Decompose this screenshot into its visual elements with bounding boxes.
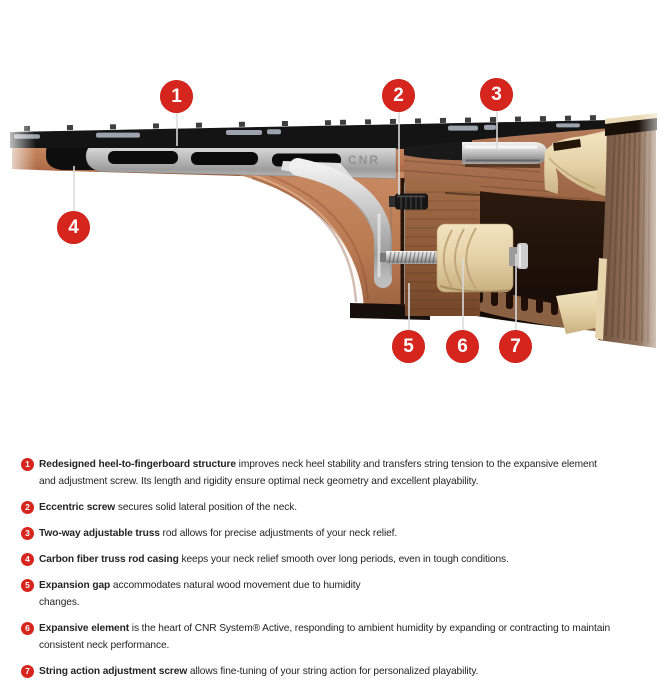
callout-number: 2 <box>393 84 404 106</box>
legend-bullet-6: 6 <box>21 622 34 635</box>
legend-text-4: Carbon fiber truss rod casing keeps your neck relief smooth over long periods, even in tough conditions. <box>39 554 509 565</box>
legend-bullet-1: 1 <box>21 458 34 471</box>
cnr-engraving: CNR <box>348 153 380 167</box>
callout-number: 7 <box>510 335 521 357</box>
legend-item-3 <box>21 525 661 542</box>
legend-bullet-7: 7 <box>21 665 34 678</box>
callout-marker-7 <box>499 330 532 363</box>
callout-number: 5 <box>403 335 414 357</box>
legend-item-5 <box>21 577 661 611</box>
legend-bullet-5: 5 <box>21 579 34 592</box>
legend <box>21 456 661 689</box>
callout-number: 3 <box>491 83 502 105</box>
callout-marker-1 <box>160 80 193 113</box>
legend-text-5: Expansion gap accommodates natural wood movement due to humidity changes. <box>39 580 361 608</box>
right-fade <box>638 100 672 360</box>
callout-number: 6 <box>457 335 468 357</box>
legend-bullet-4: 4 <box>21 553 34 566</box>
legend-item-2 <box>21 499 661 516</box>
truss-rod <box>462 142 547 166</box>
legend-item-6 <box>21 620 661 654</box>
callout-marker-3 <box>480 78 513 111</box>
legend-bullet-2: 2 <box>21 501 34 514</box>
callout-marker-4 <box>57 211 90 244</box>
legend-item-4 <box>21 551 661 568</box>
legend-bullet-3: 3 <box>21 527 34 540</box>
callout-marker-5 <box>392 330 425 363</box>
callout-number: 4 <box>68 216 79 238</box>
left-fade <box>0 115 36 185</box>
legend-text-2: Eccentric screw secures solid lateral position of the neck. <box>39 502 297 513</box>
legend-text-3: Two-way adjustable truss rod allows for precise adjustments of your neck relief. <box>39 528 398 539</box>
string-action-adjustment-screw <box>380 251 440 264</box>
legend-item-7 <box>21 663 661 680</box>
callout-marker-6 <box>446 330 479 363</box>
legend-item-1 <box>21 456 661 490</box>
legend-text-1: Redesigned heel-to-fingerboard structure improves neck heel stability and transfers string tension to the expansive element and adjustment screw. Its length and rigidity ensure optimal neck geometry and excellent playability. <box>39 459 597 487</box>
callout-marker-2 <box>382 79 415 112</box>
legend-text-6: Expansive element is the heart of CNR System® Active, responding to ambient humidity by expanding or contracting to maintain consistent neck performance. <box>39 623 611 651</box>
legend-text-7: String action adjustment screw allows fine-tuning of your string action for personalized playability. <box>39 666 479 677</box>
callout-number: 1 <box>171 85 182 107</box>
